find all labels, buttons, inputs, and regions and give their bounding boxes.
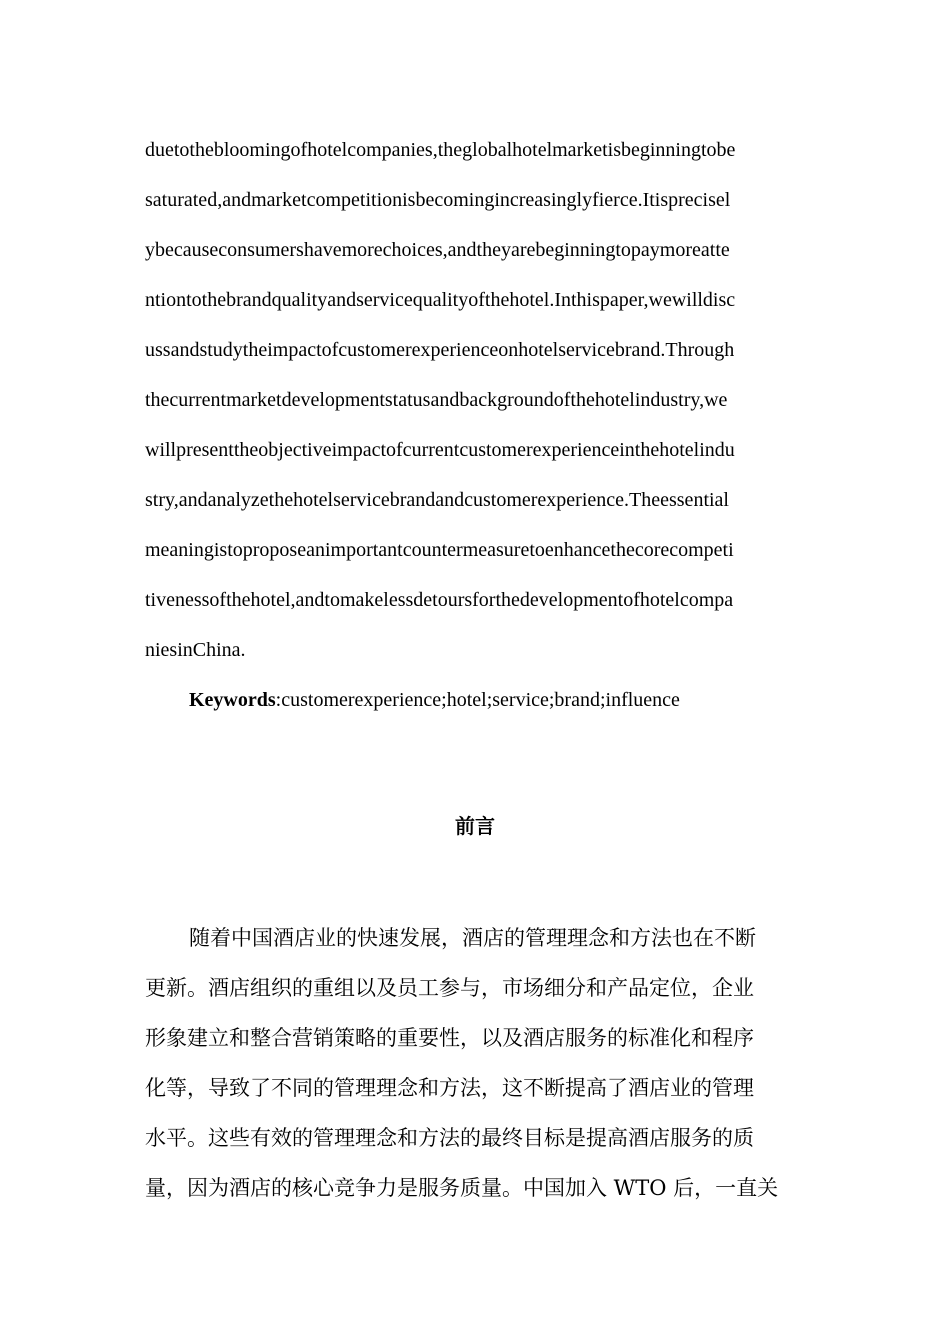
abstract-line: duetothebloomingofhotelcompanies,theglobalhotelmarketisbeginningtobe	[145, 139, 736, 161]
keywords-text: :customerexperience;hotel;service;brand;influence	[275, 689, 680, 711]
body-line: 水平。这些有效的管理理念和方法的最终目标是提高酒店服务的质	[145, 1126, 754, 1150]
abstract-line: ybecauseconsumershavemorechoices,andtheyarebeginningtopaymoreatte	[145, 239, 730, 261]
body-line: 形象建立和整合营销策略的重要性，以及酒店服务的标准化和程序	[145, 1026, 754, 1050]
section-heading: 前言	[455, 814, 495, 838]
abstract-line: stry,andanalyzethehotelservicebrandandcustomerexperience.Theessential	[145, 489, 729, 511]
abstract-line: ussandstudytheimpactofcustomerexperienceonhotelservicebrand.Through	[145, 339, 735, 361]
body-line: 量，因为酒店的核心竞争力是服务质量。中国加入 WTO 后，一直关	[145, 1176, 779, 1200]
abstract-line: thecurrentmarketdevelopmentstatusandbackgroundofthehotelindustry,we	[145, 389, 728, 411]
abstract-line: meaningistoproposeanimportantcountermeasuretoenhancethecorecompeti	[145, 539, 734, 561]
english-abstract	[145, 132, 810, 682]
abstract-line: ntiontothebrandqualityandservicequalityofthehotel.Inthispaper,wewilldisc	[145, 289, 736, 311]
body-line: 化等，导致了不同的管理理念和方法，这不断提高了酒店业的管理	[145, 1076, 754, 1100]
chinese-body	[145, 920, 810, 1220]
abstract-line: saturated,andmarketcompetitionisbecomingincreasinglyfierce.Itisprecisel	[145, 189, 731, 211]
abstract-line: niesinChina.	[145, 639, 246, 661]
abstract-line: tivenessofthehotel,andtomakelessdetoursforthedevelopmentofhotelcompa	[145, 589, 734, 611]
keywords-line	[189, 682, 680, 718]
body-line: 随着中国酒店业的快速发展，酒店的管理理念和方法也在不断	[189, 926, 756, 950]
abstract-line: willpresenttheobjectiveimpactofcurrentcustomerexperienceinthehotelindu	[145, 439, 735, 461]
body-line: 更新。酒店组织的重组以及员工参与，市场细分和产品定位，企业	[145, 976, 754, 1000]
keywords-label: Keywords	[189, 689, 276, 711]
